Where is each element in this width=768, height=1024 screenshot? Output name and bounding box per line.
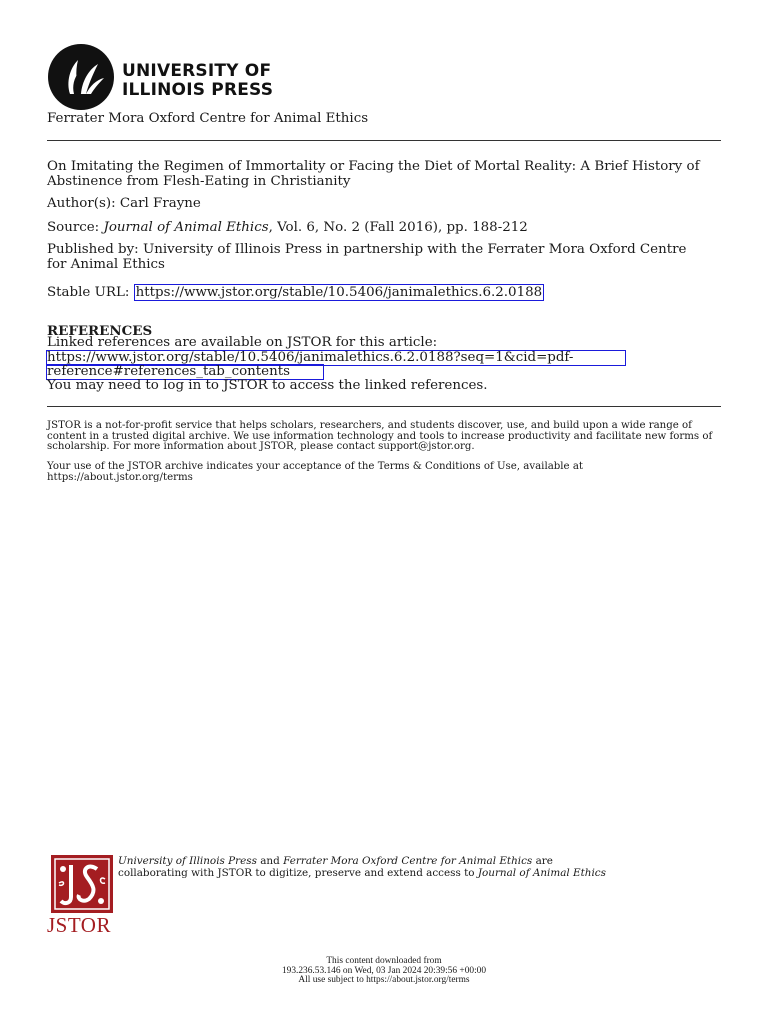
stable-url-link[interactable]: https://www.jstor.org/stable/10.5406/janimalethics.6.2.0188 bbox=[135, 285, 543, 300]
footer-line3: All use subject to https://about.jstor.org/terms bbox=[298, 975, 470, 985]
author-name: Carl Frayne bbox=[119, 196, 201, 211]
journal-name: Journal of Animal Ethics bbox=[103, 220, 269, 235]
jstor-about-text: JSTOR is a not-for-profit service that helps scholars, researchers, and students discover, use, and build upon a wide range of content in a trusted digital archive. We use information technology and tools to increase productivity and facilitate new forms of scholarship. For more information about JSTOR, please contact support@jstor.org. bbox=[47, 420, 713, 452]
collab-line2: collaborating with JSTOR to digitize, preserve and extend access to bbox=[118, 867, 475, 879]
centre-name: Ferrater Mora Oxford Centre for Animal Ethics bbox=[47, 111, 369, 126]
collab-publisher: University of Illinois Press bbox=[118, 855, 257, 867]
collab-and: and bbox=[260, 855, 280, 867]
references-link-part1[interactable]: https://www.jstor.org/stable/10.5406/janimalethics.6.2.0188?seq=1&cid=pdf- bbox=[46, 350, 626, 366]
divider bbox=[47, 140, 721, 141]
stable-url-line bbox=[47, 286, 544, 301]
source-label: Source: bbox=[47, 220, 100, 235]
illinois-flame-logo-icon bbox=[48, 44, 114, 110]
source-line bbox=[47, 221, 528, 236]
download-footer bbox=[0, 957, 768, 986]
references-link-part2[interactable]: reference#references_tab_contents bbox=[46, 364, 324, 380]
collab-are: are bbox=[535, 855, 553, 867]
publisher-logo-line1: UNIVERSITY OF bbox=[122, 61, 272, 81]
author-label: Author(s): bbox=[47, 196, 116, 211]
article-title: On Imitating the Regimen of Immortality or Facing the Diet of Mortal Reality: A Brief History of Abstinence from Flesh-Eating in Christianity bbox=[47, 159, 700, 189]
published-line bbox=[47, 243, 687, 272]
references-intro: Linked references are available on JSTOR for this article: bbox=[47, 335, 438, 350]
collaboration-note bbox=[118, 855, 718, 879]
divider bbox=[47, 406, 721, 407]
source-details: , Vol. 6, No. 2 (Fall 2016), pp. 188-212 bbox=[268, 220, 528, 235]
jstor-monogram-icon bbox=[51, 855, 113, 913]
publisher-logo-line2: ILLINOIS PRESS bbox=[122, 80, 274, 100]
stable-url-label: Stable URL: bbox=[47, 285, 130, 300]
published-label: Published by: bbox=[47, 242, 139, 257]
footer-line2: 193.236.53.146 on Wed, 03 Jan 2024 20:39:56 +00:00 bbox=[281, 965, 487, 976]
author-line bbox=[47, 197, 201, 212]
jstor-wordmark: JSTOR bbox=[47, 913, 111, 937]
references-login-note: You may need to log in to JSTOR to access the linked references. bbox=[47, 378, 488, 393]
references-heading: REFERENCES bbox=[47, 323, 153, 339]
footer-line1: This content downloaded from bbox=[326, 956, 442, 966]
jstor-terms-text: Your use of the JSTOR archive indicates your acceptance of the Terms & Conditions of Use, available at https://about.jstor.org/terms bbox=[47, 461, 583, 483]
published-by: University of Illinois Press in partnership with the Ferrater Mora Oxford Centre for Animal Ethics bbox=[47, 242, 687, 272]
collab-journal: Journal of Animal Ethics bbox=[477, 867, 606, 879]
collab-centre: Ferrater Mora Oxford Centre for Animal Ethics bbox=[283, 855, 533, 867]
